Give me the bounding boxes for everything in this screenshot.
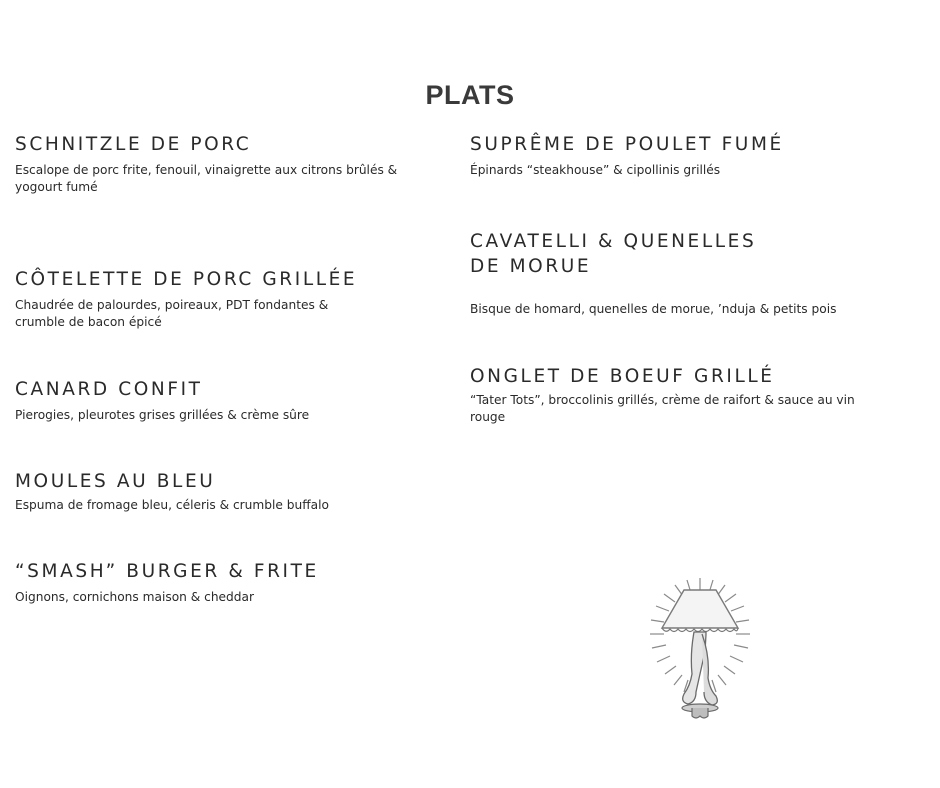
menu-item-description: “Tater Tots”, broccolinis grillés, crème de raifort & sauce au vin rouge	[470, 393, 855, 424]
menu-item-description-line: yogourt fumé	[15, 180, 98, 194]
menu-item-burger	[15, 559, 435, 606]
menu-item-cavatelli	[470, 229, 925, 318]
menu-item-name: CÔTELETTE DE PORC GRILLÉE	[15, 269, 358, 290]
menu-item-name	[470, 229, 925, 279]
menu-item-description: Bisque de homard, quenelles de morue, ’nduja & petits pois	[470, 302, 837, 316]
menu-item-description: Pierogies, pleurotes grises grillées & crème sûre	[15, 408, 310, 422]
menu-item-description: Oignons, cornichons maison & cheddar	[15, 590, 254, 604]
menu-item-name: “SMASH” BURGER & FRITE	[15, 561, 319, 582]
menu-item-name-line: DE MORUE	[470, 256, 592, 277]
menu-item-name: ONGLET DE BOEUF GRILLÉ	[470, 366, 775, 387]
menu-item-name-line: CAVATELLI & QUENELLES	[470, 231, 757, 252]
menu-item-moules	[15, 469, 435, 514]
menu-item-schnitzle	[15, 132, 410, 196]
menu-item-name: SCHNITZLE DE PORC	[15, 134, 252, 155]
menu-item-cotelette	[15, 267, 410, 331]
menu-item-description-line: Escalope de porc frite, fenouil, vinaigrette aux citrons brûlés &	[15, 163, 398, 177]
menu-item-description-line: crumble de bacon épicé	[15, 315, 162, 329]
menu-item-name: SUPRÊME DE POULET FUMÉ	[470, 134, 784, 155]
menu-item-name: CANARD CONFIT	[15, 379, 203, 400]
menu-item-description: Épinards “steakhouse” & cipollinis grillés	[470, 163, 721, 177]
menu-item-supreme	[470, 132, 910, 179]
menu-item-description	[15, 162, 410, 196]
menu-item-onglet	[470, 364, 890, 426]
menu-item-name: MOULES AU BLEU	[15, 471, 216, 492]
lamp-icon	[640, 574, 760, 724]
menu-item-description: Espuma de fromage bleu, céleris & crumble buffalo	[15, 498, 329, 512]
menu-item-description	[15, 297, 410, 331]
page-title: PLATS	[425, 80, 515, 110]
menu-item-canard	[15, 377, 435, 424]
menu-item-description-line: Chaudrée de palourdes, poireaux, PDT fondantes &	[15, 298, 329, 312]
